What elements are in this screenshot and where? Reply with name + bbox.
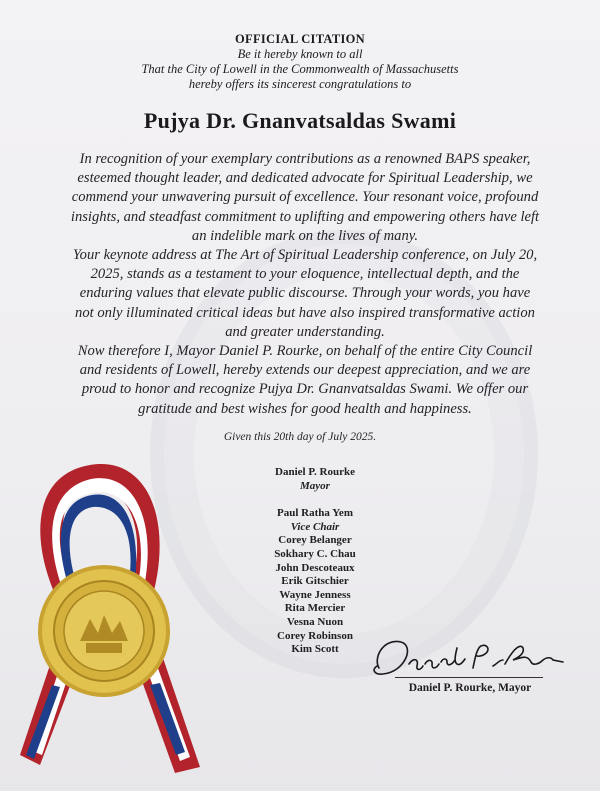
citation-body (70, 150, 540, 419)
council-member: Vesna Nuon (286, 615, 344, 628)
council-member: Sokhary C. Chau (274, 547, 356, 560)
gold-seal-icon (38, 565, 170, 697)
ribbon-seal (0, 455, 220, 791)
vice-chair-name: Paul Ratha Yem (277, 507, 353, 520)
mayor-signature (365, 628, 585, 688)
council-member: Erik Gitschier (281, 575, 349, 588)
citation-title: OFFICIAL CITATION (234, 32, 365, 46)
council-member: Corey Belanger (278, 534, 352, 547)
signature-line (395, 677, 543, 678)
council-member: Rita Mercier (284, 602, 346, 615)
given-date: Given this 20th day of July 2025. (223, 431, 377, 443)
body-paragraph-1: In recognition of your exemplary contributions as a renowned BAPS speaker, esteemed thought leader, and dedicated advocate for Spiritual Leadership, we commend your unwavering pursuit of excellence. Your resonant voice, profound insights, and steadfast commitment to uplifting and empowering others have left an indelible mark on the lives of many. (70, 151, 540, 244)
signature-caption: Daniel P. Rourke, Mayor (408, 682, 532, 694)
proclamation-line-2: That the City of Lowell in the Commonwealth of Massachusetts (141, 62, 459, 76)
recipient-name: Pujya Dr. Gnanvatsaldas Swami (143, 108, 457, 133)
proclamation-line-3: hereby offers its sincerest congratulations to (188, 77, 412, 91)
mayor-name: Daniel P. Rourke (275, 466, 355, 478)
citation-header (0, 32, 600, 92)
council-member: Kim Scott (291, 643, 339, 656)
council-member: Corey Robinson (277, 629, 353, 642)
body-paragraph-3: Now therefore I, Mayor Daniel P. Rourke, on behalf of the entire City Council and residents of Lowell, hereby extends our deepest appreciation, and we are proud to honor and recognize Pujya Dr. Gnanvatsaldas Swami. We offer our gratitude and best wishes for good health and happiness. (77, 343, 533, 417)
council-member: John Descoteaux (275, 561, 355, 574)
mayor-title: Mayor (300, 479, 330, 492)
body-paragraph-2: Your keynote address at The Art of Spiritual Leadership conference, on July 20, 2025, stands as a testament to your eloquence, intellectual depth, and the enduring values that elevate public discourse. Through your words, you have not only illuminated critical ideas but have also inspired transformative action and greater understanding. (72, 247, 538, 340)
council-member: Wayne Jenness (279, 588, 351, 601)
vice-chair-title: Vice Chair (290, 520, 340, 533)
proclamation-line-1: Be it hereby known to all (237, 47, 363, 61)
